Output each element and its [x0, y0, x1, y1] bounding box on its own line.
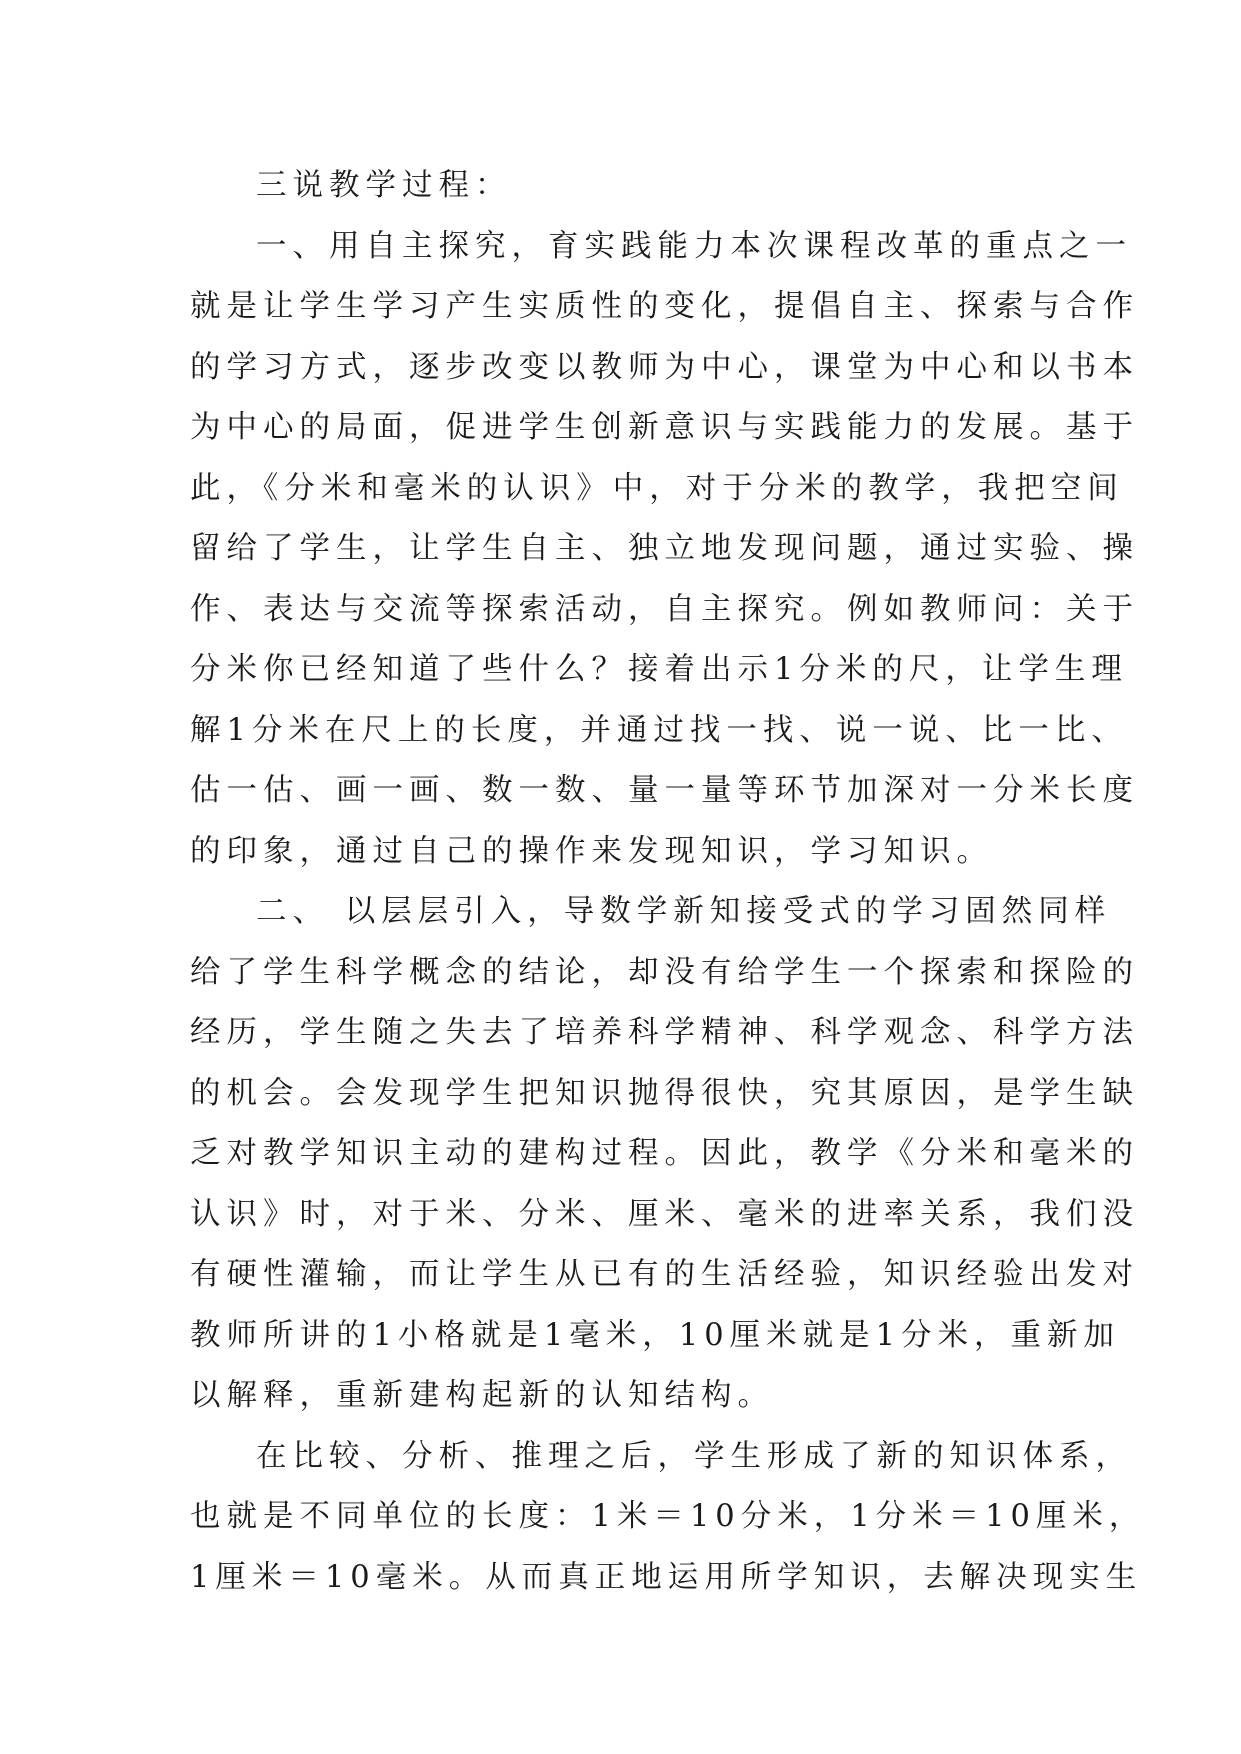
paragraph-line: 的印象，通过自己的操作来发现知识，学习知识。 — [190, 833, 993, 869]
paragraph-line: 经历，学生随之失去了培养科学精神、科学观念、科学方法 — [190, 1015, 1139, 1050]
paragraph-line: 分米你已经知道了些什么？接着出示1分米的尺，让学生理 — [190, 652, 1128, 687]
paragraph-line: 二、 以层层引入，导数学新知接受式的学习固然同样 — [256, 894, 1112, 929]
paragraph-line: 留给了学生，让学生自主、独立地发现问题，通过实验、操 — [190, 531, 1139, 566]
paragraph-line: 解1分米在尺上的长度，并通过找一找、说一说、比一比、 — [190, 712, 1128, 748]
paragraph-line: 乏对教学知识主动的建构过程。因此，教学《分米和毫米的 — [190, 1136, 1139, 1171]
paragraph-line: 1厘米＝10毫米。从而真正地运用所学知识，去解决现实生 — [190, 1559, 1143, 1595]
paragraph-line: 就是让学生学习产生实质性的变化，提倡自主、探索与合作 — [190, 289, 1139, 324]
paragraph-line: 的机会。会发现学生把知识抛得很快，究其原因，是学生缺 — [190, 1075, 1139, 1111]
paragraph-line: 为中心的局面，促进学生创新意识与实践能力的发展。基于 — [190, 410, 1139, 445]
paragraph-line: 作、表达与交流等探索活动，自主探究。例如教师问：关于 — [190, 591, 1139, 627]
paragraph-line: 以解释，重新建构起新的认知结构。 — [190, 1378, 774, 1413]
paragraph-line: 此，《分米和毫米的认识》中，对于分米的教学，我把空间 — [190, 470, 1124, 506]
paragraph-line: 教师所讲的1小格就是1毫米，10厘米就是1分米，重新加 — [190, 1317, 1121, 1353]
paragraph-line: 在比较、分析、推理之后，学生形成了新的知识体系， — [256, 1438, 1132, 1474]
paragraph-line: 的学习方式，逐步改变以教师为中心，课堂为中心和以书本 — [190, 349, 1139, 385]
paragraph-line: 有硬性灌输，而让学生从已有的生活经验，知识经验出发对 — [190, 1257, 1139, 1292]
paragraph-line: 给了学生科学概念的结论，却没有给学生一个探索和探险的 — [190, 954, 1139, 990]
paragraph-line: 一、用自主探究，育实践能力本次课程改革的重点之一 — [256, 228, 1132, 264]
paragraph-line: 也就是不同单位的长度：1米＝10分米，1分米＝10厘米， — [190, 1499, 1146, 1534]
paragraph-line: 估一估、画一画、数一数、量一量等环节加深对一分米长度 — [190, 773, 1139, 808]
section-heading: 三说教学过程： — [256, 168, 512, 203]
document-body — [190, 156, 1146, 1608]
paragraph-line: 认识》时，对于米、分米、厘米、毫米的进率关系，我们没 — [190, 1196, 1139, 1232]
